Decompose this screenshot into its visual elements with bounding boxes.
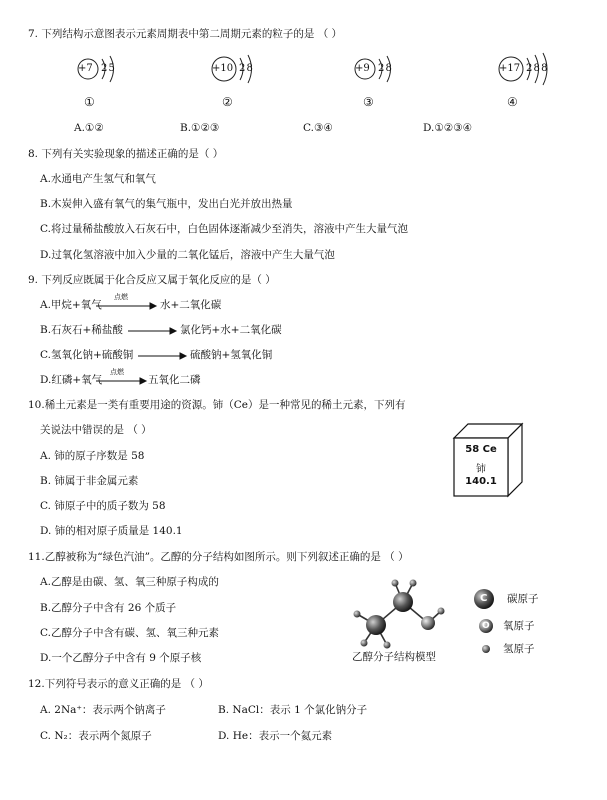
q8-option-b[interactable]: B.木炭伸入盛有氧气的集气瓶中，发出白光并放出热量 <box>40 198 293 210</box>
q11-option-a[interactable]: A.乙醇是由碳、氢、氧三种原子构成的 <box>40 576 219 588</box>
q9-option-b-right: 氯化钙+水+二氧化碳 <box>180 324 282 336</box>
q9-option-d-left[interactable]: D.红磷+氧气 <box>40 374 103 386</box>
atom3-label: ③ <box>363 95 374 109</box>
atom4-nucleus: +17 <box>499 63 521 74</box>
q10-stem-line1: 10.稀土元素是一类有重要用途的资源。铈（Ce）是一种常见的稀土元素，下列有 <box>28 399 406 411</box>
atom4-label: ④ <box>507 95 518 109</box>
q10-option-d[interactable]: D. 铈的相对原子质量是 140.1 <box>40 525 183 537</box>
atom2-shells: 2 8 <box>239 63 252 74</box>
q9-cond-d: 点燃 <box>110 368 124 376</box>
legend-carbon-symbol: C <box>480 593 488 604</box>
legend-oxygen-symbol: O <box>482 621 490 631</box>
model-caption: 乙醇分子结构模型 <box>352 651 436 663</box>
q12-stem: 12.下列符号表示的意义正确的是 （ ） <box>28 678 209 690</box>
q10-option-a[interactable]: A. 铈的原子序数是 58 <box>40 450 145 462</box>
q9-option-d-right: 五氧化二磷 <box>148 374 201 386</box>
q10-option-b[interactable]: B. 铈属于非金属元素 <box>40 475 139 487</box>
q11-option-b[interactable]: B.乙醇分子中含有 26 个质子 <box>40 602 177 614</box>
q12-option-c[interactable]: C. N₂：表示两个氮原子 <box>40 730 152 742</box>
q11-option-c[interactable]: C.乙醇分子中含有碳、氢、氧三种元素 <box>40 627 219 639</box>
legend-carbon-label: 碳原子 <box>507 593 539 605</box>
element-number-symbol: 58 Ce <box>465 444 497 455</box>
q7-option-c[interactable]: C.③④ <box>303 122 333 134</box>
element-name: 铈 <box>476 464 486 475</box>
atom3-shells: 2 8 <box>378 63 391 74</box>
q9-cond-a: 点燃 <box>114 293 128 301</box>
atom2-label: ② <box>222 95 233 109</box>
q8-stem: 8. 下列有关实验现象的描述正确的是（ ） <box>28 148 224 160</box>
q9-option-a-left[interactable]: A.甲烷+氧气 <box>40 299 102 311</box>
legend-oxygen-label: 氧原子 <box>503 620 535 632</box>
q8-option-d[interactable]: D.过氧化氢溶液中加入少量的二氧化锰后，溶液中产生大量气泡 <box>40 249 335 261</box>
atom2-nucleus: +10 <box>212 63 234 74</box>
atom3-nucleus: +9 <box>355 63 370 74</box>
q7-option-d[interactable]: D.①②③④ <box>423 122 473 134</box>
q11-option-d[interactable]: D.一个乙醇分子中含有 9 个原子核 <box>40 652 202 664</box>
q9-stem: 9. 下列反应既属于化合反应又属于氧化反应的是（ ） <box>28 274 276 286</box>
q7-stem: 7. 下列结构示意图表示元素周期表中第二周期元素的粒子的是 （ ） <box>28 28 343 40</box>
q9-option-a-right: 水+二氧化碳 <box>160 299 222 311</box>
q9-option-b-left[interactable]: B.石灰石+稀盐酸 <box>40 324 123 336</box>
q9-option-c-left[interactable]: C.氢氧化钠+硫酸铜 <box>40 349 134 361</box>
atom1-label: ① <box>84 95 95 109</box>
q10-stem-line2: 关说法中错误的是 （ ） <box>40 424 152 436</box>
q9-option-c-right: 硫酸钠+氢氧化铜 <box>190 349 273 361</box>
q7-option-b[interactable]: B.①②③ <box>180 122 220 134</box>
q12-option-b[interactable]: B. NaCl：表示 1 个氯化钠分子 <box>218 704 368 716</box>
q8-option-c[interactable]: C.将过量稀盐酸放入石灰石中，白色固体逐渐减少至消失，溶液中产生大量气泡 <box>40 223 408 235</box>
element-mass: 140.1 <box>465 476 497 487</box>
q8-option-a[interactable]: A.水通电产生氢气和氧气 <box>40 173 156 185</box>
legend-hydrogen-label: 氢原子 <box>503 643 535 655</box>
q10-option-c[interactable]: C. 铈原子中的质子数为 58 <box>40 500 166 512</box>
atom4-shells: 2 8 8 <box>526 63 547 74</box>
q11-stem: 11.乙醇被称为“绿色汽油”。乙醇的分子结构如图所示。则下列叙述正确的是 （ ） <box>28 551 409 563</box>
atom1-nucleus: +7 <box>78 63 93 74</box>
q12-option-a[interactable]: A. 2Na⁺：表示两个钠离子 <box>40 704 166 716</box>
atom1-shells: 2 5 <box>101 63 114 74</box>
q7-option-a[interactable]: A.①② <box>74 122 104 134</box>
q12-option-d[interactable]: D. He：表示一个氦元素 <box>218 730 333 742</box>
